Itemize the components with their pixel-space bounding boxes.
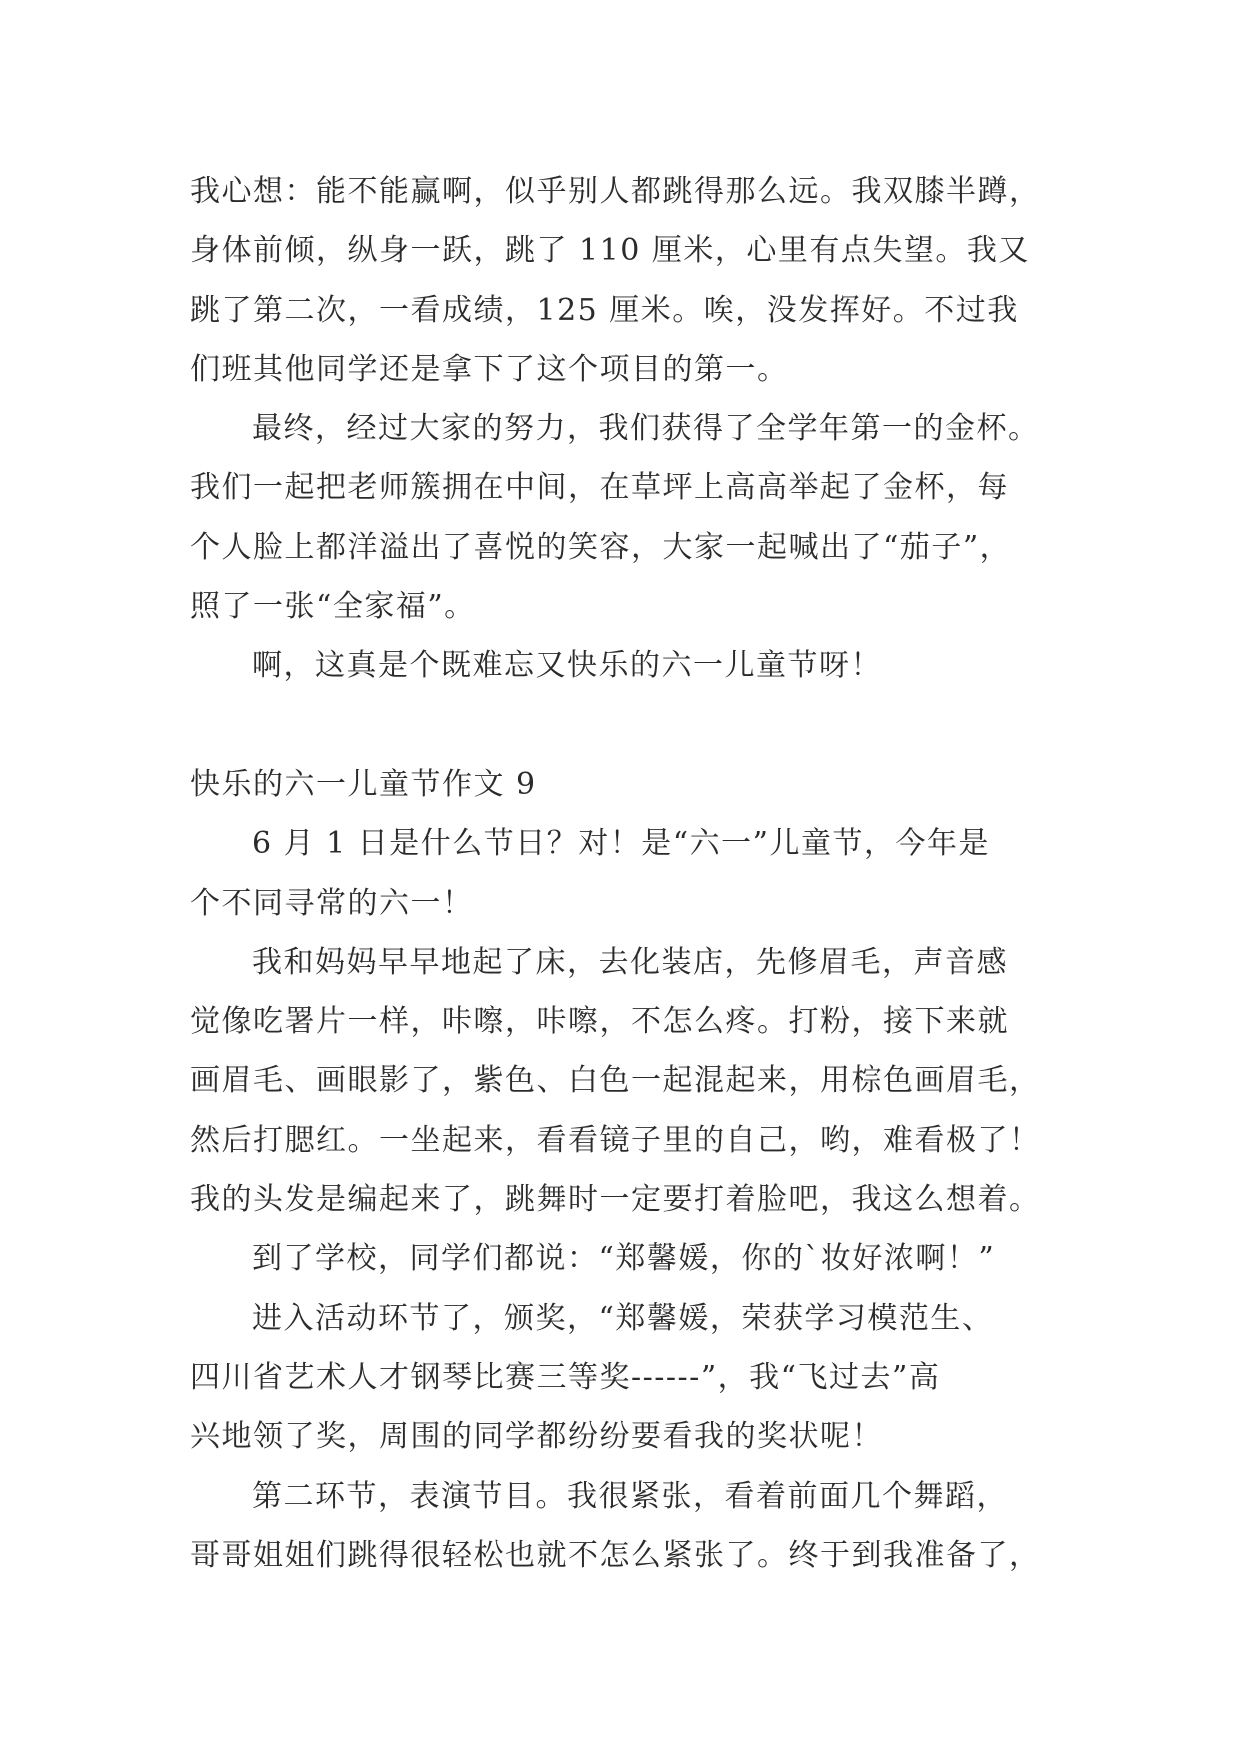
paragraph [190,399,1070,636]
text-line: 身体前倾，纵身一跃，跳了 110 厘米，心里有点失望。我又 [190,233,1030,269]
text-line: 快乐的六一儿童节作文 9 [190,766,537,802]
text-line: 个不同寻常的六一！ [190,885,474,921]
text-line: 兴地领了奖，周围的同学都纷纷要看我的奖状呢！ [190,1419,883,1455]
text-line: 觉像吃署片一样，咔嚓，咔嚓，不怎么疼。打粉，接下来就 [190,1004,1009,1040]
paragraph [190,933,1070,1229]
paragraph [190,1467,1070,1586]
text-line: 跳了第二次，一看成绩，125 厘米。唉，没发挥好。不过我 [190,292,1019,328]
text-line: 我心想：能不能赢啊，似乎别人都跳得那么远。我双膝半蹲， [190,174,1041,209]
text-line: 四川省艺术人才钢琴比赛三等奖------”，我“飞过去”高 [190,1359,941,1395]
text-line: 照了一张“全家福”。 [190,589,476,625]
text-line: 个人脸上都洋溢出了喜悦的笑容，大家一起喊出了“茄子”， [190,529,1012,565]
paragraph [190,1229,1070,1288]
text-line: 画眉毛、画眼影了，紫色、白色一起混起来，用棕色画眉毛， [190,1063,1041,1099]
paragraph [190,162,1070,399]
text-line: 第二环节，表演节目。我很紧张，看着前面几个舞蹈， [252,1478,1008,1514]
paragraph [190,814,1070,933]
paragraph [190,1289,1070,1467]
text-line: 最终，经过大家的努力，我们获得了全学年第一的金杯。 [252,411,1040,447]
text-line: 们班其他同学还是拿下了这个项目的第一。 [190,351,789,387]
text-line: 我和妈妈早早地起了床，去化装店，先修眉毛，声音感 [252,944,1008,980]
text-line: 然后打腮红。一坐起来，看看镜子里的自己，哟，难看极了！ [190,1122,1041,1158]
text-line: 啊，这真是个既难忘又快乐的六一儿童节呀！ [252,648,882,684]
text-line: 我们一起把老师簇拥在中间，在草坪上高高举起了金杯，每 [190,470,1009,506]
paragraph [190,636,1070,695]
document-body [190,162,1070,1585]
text-line: 6 月 1 日是什么节日？对！是“六一”儿童节，今年是 [252,826,990,862]
text-line: 进入活动环节了，颁奖，“郑馨媛，荣获学习模范生、 [252,1300,994,1336]
text-line: 哥哥姐姐们跳得很轻松也就不怎么紧张了。终于到我准备了， [190,1537,1041,1573]
text-line: 到了学校，同学们都说：“郑馨媛，你的`妆好浓啊！” [252,1241,996,1277]
section-heading [190,755,1070,814]
text-line: 我的头发是编起来了，跳舞时一定要打着脸吧，我这么想着。 [190,1182,1041,1218]
